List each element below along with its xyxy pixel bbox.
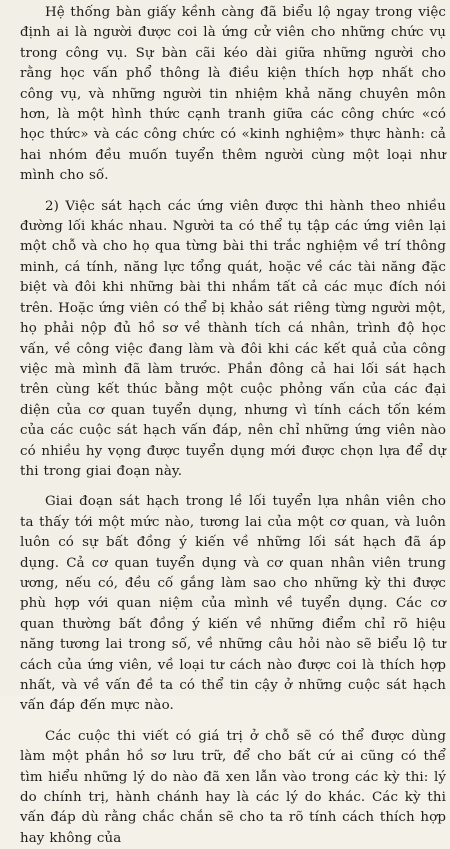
paragraph-gap <box>20 717 446 727</box>
paragraph-gap <box>20 187 446 197</box>
paragraph-gap <box>20 482 446 492</box>
paragraph-2: 2) Việc sát hạch các ứng viên được thi hành theo nhiều đường lối khác nhau. Người ta có thể tụ tập các ứng viên lại một chỗ và cho họ qua từng bài thi trắc nghiệm về trí thông minh, cá tính, năng lực tổng quát, hoặc về các tài năng đặc biệt và đôi khi những bài thi nhắm tất cả các mục đích nói trên. Hoặc ứng viên có thể bị khảo sát riêng từng người một, họ phải nộp đủ hồ sơ về thành tích cá nhân, trình độ học vấn, về công việc đang làm và đôi khi các kết quả của công việc mà mình đã làm trước. Phần đông cả hai lối sát hạch trên cùng kết thúc bằng một cuộc phỏng vấn của các đại diện của cơ quan tuyển dụng, nhưng vì tính cách tốn kém của các cuộc sát hạch vấn đáp, nên chỉ những ứng viên nào có nhiều hy vọng được tuyển dụng mới được chọn lựa để dự thi trong giai đoạn này. <box>20 198 446 479</box>
paragraph-1: Hệ thống bàn giấy kềnh càng đã biểu lộ ngay trong việc định ai là người được coi là ứng cử viên cho những chức vụ trong công vụ. Sự bàn cãi kéo dài giữa những người cho rằng học vấn phổ thông là điều kiện thích hợp nhất cho công vụ, và những người tin nhiệm khả năng chuyên môn hơn, là một hình thức cạnh tranh giữa các công chức «có học thức» và các công chức có «kinh nghiệm» thực hành: cả hai nhóm đều muốn tuyển thêm người cùng một loại như mình cho số. <box>20 5 446 184</box>
paragraph-4: Các cuộc thi viết có giá trị ở chỗ sẽ có thể được dùng làm một phần hồ sơ lưu trữ, để cho bất cứ ai cũng có thể tìm hiểu những lý do nào đã xen lẫn vào trong các kỳ thi: lý do chính trị, hành chánh hay là các lý do khác. Các kỳ thi vấn đáp dù rằng chắc chắn sẽ cho ta rõ tính cách thích hợp hay không của <box>20 728 446 846</box>
body-text <box>20 3 446 849</box>
paragraph-3: Giai đoạn sát hạch trong lề lối tuyển lựa nhân viên cho ta thấy tới một mức nào, tương lai của một cơ quan, và luôn luôn có sự bất đồng ý kiến về những lối sát hạch đã áp dụng. Cả cơ quan tuyển dụng và cơ quan nhân viên trung ương, nếu có, đều cố gắng làm sao cho những kỳ thi được phù hợp với quan niệm của mình về tuyển dụng. Các cơ quan thường bất đồng ý kiến về những điểm chỉ rõ hiệu năng tương lai trong số, về những câu hỏi nào sẽ biểu lộ tư cách của ứng viên, về loại tư cách nào được coi là thích hợp nhất, và về vấn đề ta có thể tin cậy ở những cuộc sát hạch vấn đáp đến mực nào. <box>20 494 446 714</box>
